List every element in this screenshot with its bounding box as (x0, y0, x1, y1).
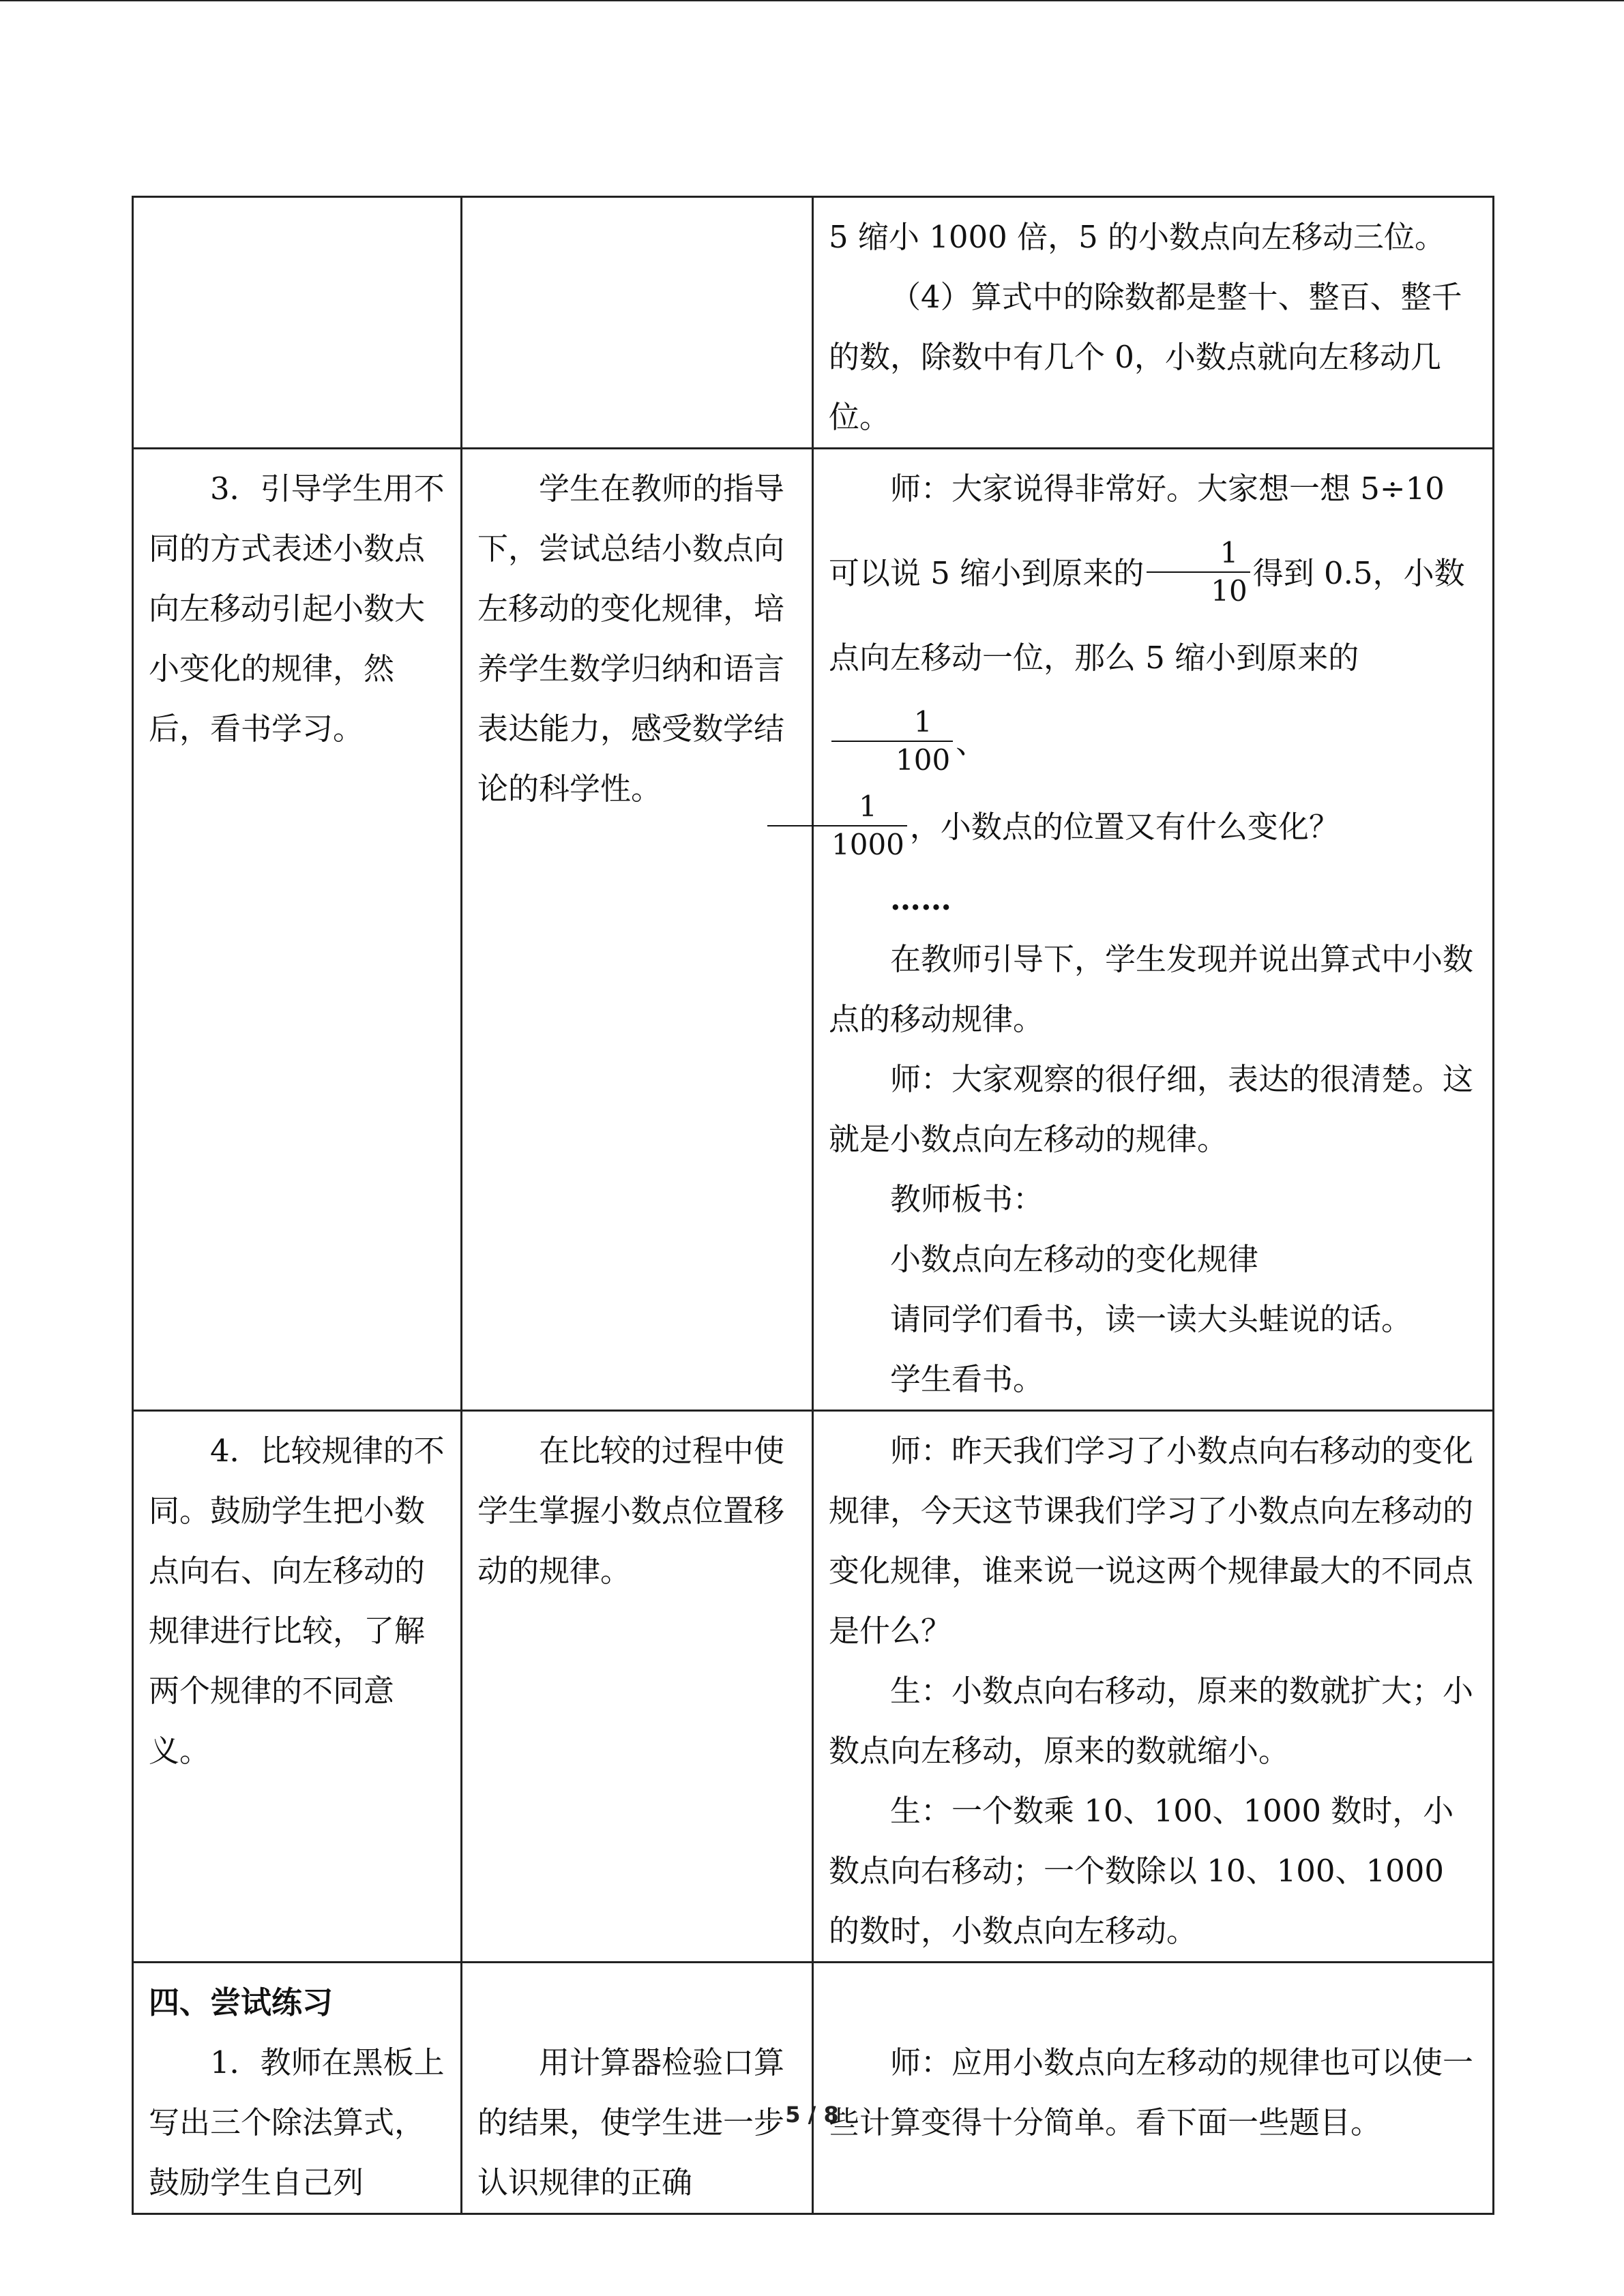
text: 得到 0.5，小数点向左移动一位，那么 5 缩小到原来的 (829, 555, 1465, 676)
teacher-activity-cell (133, 1963, 462, 2214)
fraction-numerator: 1 (767, 792, 907, 826)
fraction-one-hundredth (831, 704, 953, 777)
table-row (133, 1963, 1494, 2214)
paragraph: 生：一个数乘 10、100、1000 数时，小数点向右移动；一个数除以 10、100、1000 的数时，小数点向左移动。 (829, 1793, 1454, 1949)
table-row (133, 449, 1494, 1411)
classroom-dialogue-cell (813, 449, 1494, 1411)
teacher-activity-cell (133, 1411, 462, 1963)
design-intent-cell (462, 197, 813, 449)
ellipsis: …… (890, 881, 951, 917)
table-row (133, 1411, 1494, 1963)
design-intent-cell (462, 1411, 813, 1963)
paragraph: 师：昨天我们学习了小数点向右移动的变化规律，今天这节课我们学习了小数点向左移动的变化规律，谁来说一说这两个规律最大的不同点是什么？ (829, 1433, 1474, 1649)
paragraph: 在教师引导下，学生发现并说出算式中小数点的移动规律。 (829, 941, 1474, 1037)
fraction-denominator: 1000 (831, 827, 904, 861)
classroom-dialogue-cell (813, 197, 1494, 449)
paragraph: 教师板书： (890, 1181, 1044, 1217)
paragraph: （4）算式中的除数都是整十、整百、整千的数，除数中有几个 0，小数点就向左移动几位。 (829, 279, 1462, 435)
paragraph-with-fractions (829, 447, 1479, 869)
paragraph: 5 缩小 1000 倍，5 的小数点向左移动三位。 (829, 219, 1446, 255)
paragraph: 1．教师在黑板上写出三个除法算式，鼓励学生自己列 (149, 2044, 445, 2201)
paragraph: 生：小数点向右移动，原来的数就扩大；小数点向左移动，原来的数就缩小。 (829, 1673, 1474, 1769)
paragraph: 用计算器检验口算的结果，使学生进一步认识规律的正确 (477, 2044, 785, 2201)
teacher-activity-cell (133, 449, 462, 1411)
paragraph: 师：大家观察的很仔细，表达的很清楚。这就是小数点向左移动的规律。 (829, 1061, 1474, 1157)
paragraph: 学生看书。 (890, 1361, 1044, 1397)
paragraph: 请同学们看书，读一读大头蛙说的话。 (890, 1301, 1413, 1337)
paragraph: 学生在教师的指导下，尝试总结小数点向左移动的变化规律，培养学生数学归纳和语言表达能力，感受数学结论的科学性。 (477, 471, 785, 807)
classroom-dialogue-cell (813, 1411, 1494, 1963)
fraction-one-tenth (1147, 535, 1250, 608)
teacher-activity-cell (133, 197, 462, 449)
paragraph: 3．引导学生用不同的方式表述小数点向左移动引起小数大小变化的规律，然后，看书学习。 (149, 471, 445, 747)
table-row (133, 197, 1494, 449)
text: ，小数点的位置又有什么变化？ (909, 809, 1340, 845)
classroom-dialogue-cell (813, 1963, 1494, 2214)
fraction-denominator: 10 (1211, 573, 1247, 608)
paragraph: 4．比较规律的不同。鼓励学生把小数点向右、向左移动的规律进行比较，了解两个规律的不同意义。 (149, 1433, 445, 1769)
page-top-border (0, 0, 1624, 1)
fraction-numerator: 1 (1147, 539, 1250, 573)
design-intent-cell (462, 1963, 813, 2214)
page-number: 5 / 8 (785, 2102, 839, 2128)
paragraph: 小数点向左移动的变化规律 (890, 1241, 1259, 1277)
fraction-numerator: 1 (831, 708, 953, 742)
fraction-one-thousandth (767, 789, 907, 861)
text: 、 (956, 724, 987, 760)
section-heading: 四、尝试练习 (149, 1984, 334, 2021)
lesson-plan-table (132, 196, 1494, 2215)
design-intent-cell (462, 449, 813, 1411)
text: 师：大家说得非常好。大家想一想 5÷10 可以说 5 缩小到原来的 (829, 471, 1445, 591)
paragraph: 师：应用小数点向左移动的规律也可以使一些计算变得十分简单。看下面一些题目。 (829, 2044, 1474, 2141)
paragraph: 在比较的过程中使学生掌握小数点位置移动的规律。 (477, 1433, 785, 1589)
fraction-denominator: 100 (896, 743, 951, 777)
